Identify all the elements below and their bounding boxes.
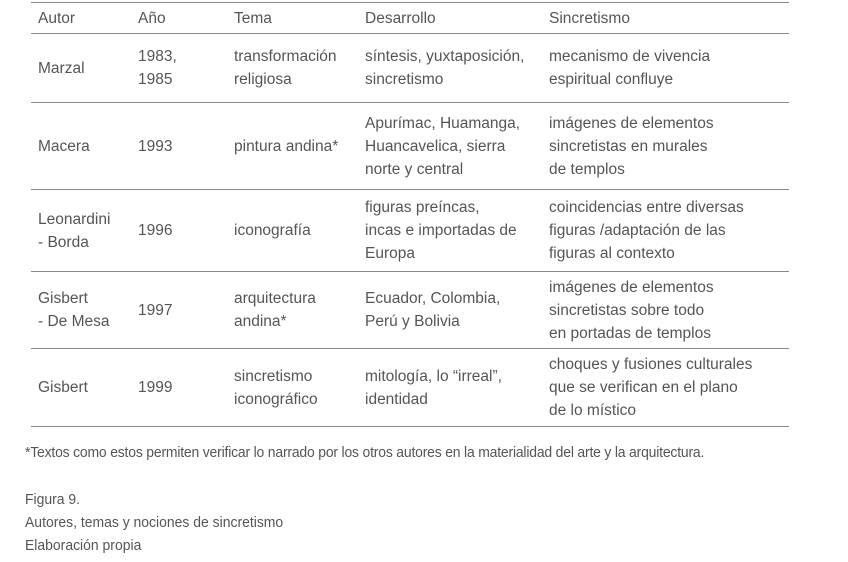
cell-autor: [31, 103, 131, 190]
cell-desarrollo: [358, 103, 542, 190]
cell-text: 1999: [138, 379, 173, 396]
cell-sincretismo: [542, 272, 789, 349]
cell-tema: [227, 349, 358, 427]
cell-sincretismo: [542, 34, 789, 103]
table-footnote: *Textos como estos permiten verificar lo narrado por los otros autores en la materialidad del arte y la arquitectura.: [25, 444, 705, 461]
cell-text: imágenes de elementos sincretistas en murales de templos: [549, 114, 714, 178]
cell-desarrollo: [358, 349, 542, 427]
cell-ano: [131, 103, 227, 190]
cell-text: Gisbert: [38, 379, 88, 396]
header-sincretismo: Sincretismo: [542, 3, 789, 34]
cell-sincretismo: [542, 103, 789, 190]
cell-desarrollo: [358, 272, 542, 349]
table-header-row: [31, 3, 789, 34]
cell-text: iconografía: [234, 222, 311, 239]
cell-ano: [131, 272, 227, 349]
cell-text: arquitectura andina*: [234, 290, 316, 330]
cell-tema: [227, 34, 358, 103]
cell-text: Apurímac, Huamanga, Huancavelica, sierra norte y central: [365, 114, 521, 178]
cell-text: choques y fusiones culturales que se verifican en el plano de lo místico: [549, 356, 753, 419]
cell-text: Ecuador, Colombia, Perú y Bolivia: [365, 290, 501, 330]
cell-tema: [227, 190, 358, 272]
cell-tema: [227, 103, 358, 190]
table-row: [31, 349, 789, 427]
cell-ano: [131, 34, 227, 103]
figure-number: Figura 9.: [25, 491, 81, 508]
cell-autor: [31, 272, 131, 349]
cell-text: 1993: [138, 137, 173, 155]
cell-text: Gisbert - De Mesa: [38, 290, 110, 330]
cell-text: sincretismo iconográfico: [234, 367, 318, 408]
header-desarrollo: Desarrollo: [358, 3, 542, 34]
cell-text: mecanismo de vivencia espiritual confluye: [549, 48, 711, 88]
header-ano: Año: [131, 3, 227, 34]
cell-desarrollo: [358, 34, 542, 103]
cell-text: transformación religiosa: [234, 48, 337, 88]
cell-text: Marzal: [38, 59, 85, 77]
header-autor: Autor: [31, 3, 131, 34]
cell-text: imágenes de elementos sincretistas sobre todo en portadas de templos: [549, 278, 714, 342]
cell-sincretismo: [542, 349, 789, 427]
cell-text: coincidencias entre diversas figuras /adaptación de las figuras al contexto: [549, 199, 744, 262]
cell-autor: [31, 190, 131, 272]
figure-caption: [25, 488, 283, 557]
table-row: [31, 272, 789, 349]
cell-text: Macera: [38, 137, 90, 155]
sincretismo-table-container: [31, 2, 789, 427]
sincretismo-table: [31, 2, 789, 427]
cell-ano: [131, 349, 227, 427]
cell-text: síntesis, yuxtaposición, sincretismo: [365, 48, 525, 88]
cell-ano: [131, 190, 227, 272]
table-row: [31, 34, 789, 103]
cell-text: Leonardini - Borda: [38, 210, 111, 251]
figure-source: Elaboración propia: [25, 537, 142, 554]
cell-text: 1983, 1985: [138, 48, 177, 88]
cell-tema: [227, 272, 358, 349]
table-row: [31, 103, 789, 190]
cell-text: 1997: [138, 301, 173, 319]
cell-text: 1996: [138, 222, 173, 239]
header-tema: Tema: [227, 3, 358, 34]
cell-autor: [31, 349, 131, 427]
cell-sincretismo: [542, 190, 789, 272]
cell-desarrollo: [358, 190, 542, 272]
figure-title: Autores, temas y nociones de sincretismo: [25, 514, 284, 531]
cell-autor: [31, 34, 131, 103]
table-row: [31, 190, 789, 272]
cell-text: figuras preíncas, incas e importadas de Europa: [365, 199, 517, 262]
cell-text: mitología, lo “irreal”, identidad: [365, 367, 502, 408]
cell-text: pintura andina*: [234, 137, 339, 155]
